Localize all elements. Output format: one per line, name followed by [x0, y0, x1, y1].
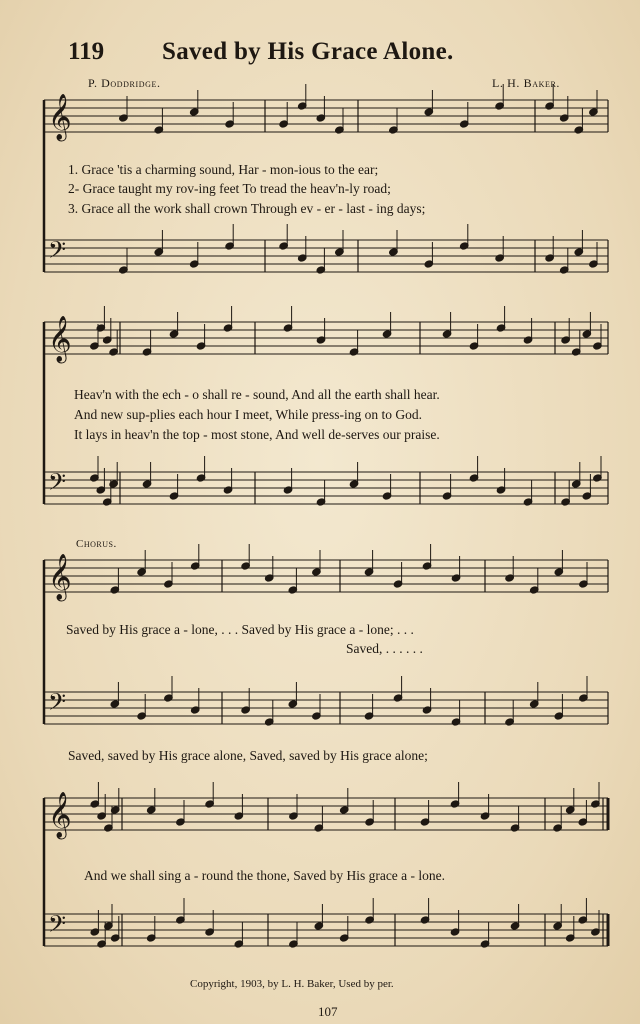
verse-1-line-2: Heav'n with the ech - o shall re - sound, And all the earth shall hear.: [74, 387, 440, 402]
bass-clef-icon: 𝄢: [48, 468, 67, 501]
hymn-title: Saved by His Grace Alone.: [162, 38, 454, 65]
verse-3-line-2: It lays in heav'n the top - most stone, And well de-serves our praise.: [74, 427, 440, 442]
bass-clef-icon: 𝄢: [48, 236, 67, 269]
chorus-final-line: And we shall sing a - round the thone, Saved by His grace a - lone.: [84, 868, 446, 883]
chorus-bass-line: Saved, saved by His grace alone, Saved, saved by His grace alone;: [68, 748, 428, 763]
chorus-alto-line: Saved, . . . . . .: [346, 641, 423, 656]
hymn-number: 119: [68, 38, 105, 65]
treble-clef-icon: 𝄞: [48, 316, 72, 362]
verse-1-line-1: 1. Grace 'tis a charming sound, Har - mon-ious to the ear;: [68, 162, 379, 177]
treble-clef-icon: 𝄞: [48, 554, 72, 600]
author-credit: P. Doddridge.: [88, 76, 161, 90]
chorus-label: Chorus.: [76, 538, 117, 550]
verse-2-line-1: 2- Grace taught my rov-ing feet To tread the heav'n-ly road;: [68, 181, 391, 196]
copyright-notice: Copyright, 1903, by L. H. Baker, Used by per.: [190, 978, 394, 990]
page-number: 107: [318, 1004, 338, 1019]
treble-clef-icon: 𝄞: [48, 792, 72, 838]
verse-3-line-1: 3. Grace all the work shall crown Through ev - er - last - ing days;: [68, 201, 426, 216]
bass-clef-icon: 𝄢: [48, 910, 67, 943]
chorus-line-1: Saved by His grace a - lone, . . . Saved by His grace a - lone; . . .: [66, 622, 414, 637]
verse-2-line-2: And new sup-plies each hour I meet, While press-ing on to God.: [74, 407, 423, 422]
bass-clef-icon: 𝄢: [48, 688, 67, 721]
composer-credit: L. H. Baker.: [492, 76, 560, 90]
treble-clef-icon: 𝄞: [48, 94, 72, 140]
